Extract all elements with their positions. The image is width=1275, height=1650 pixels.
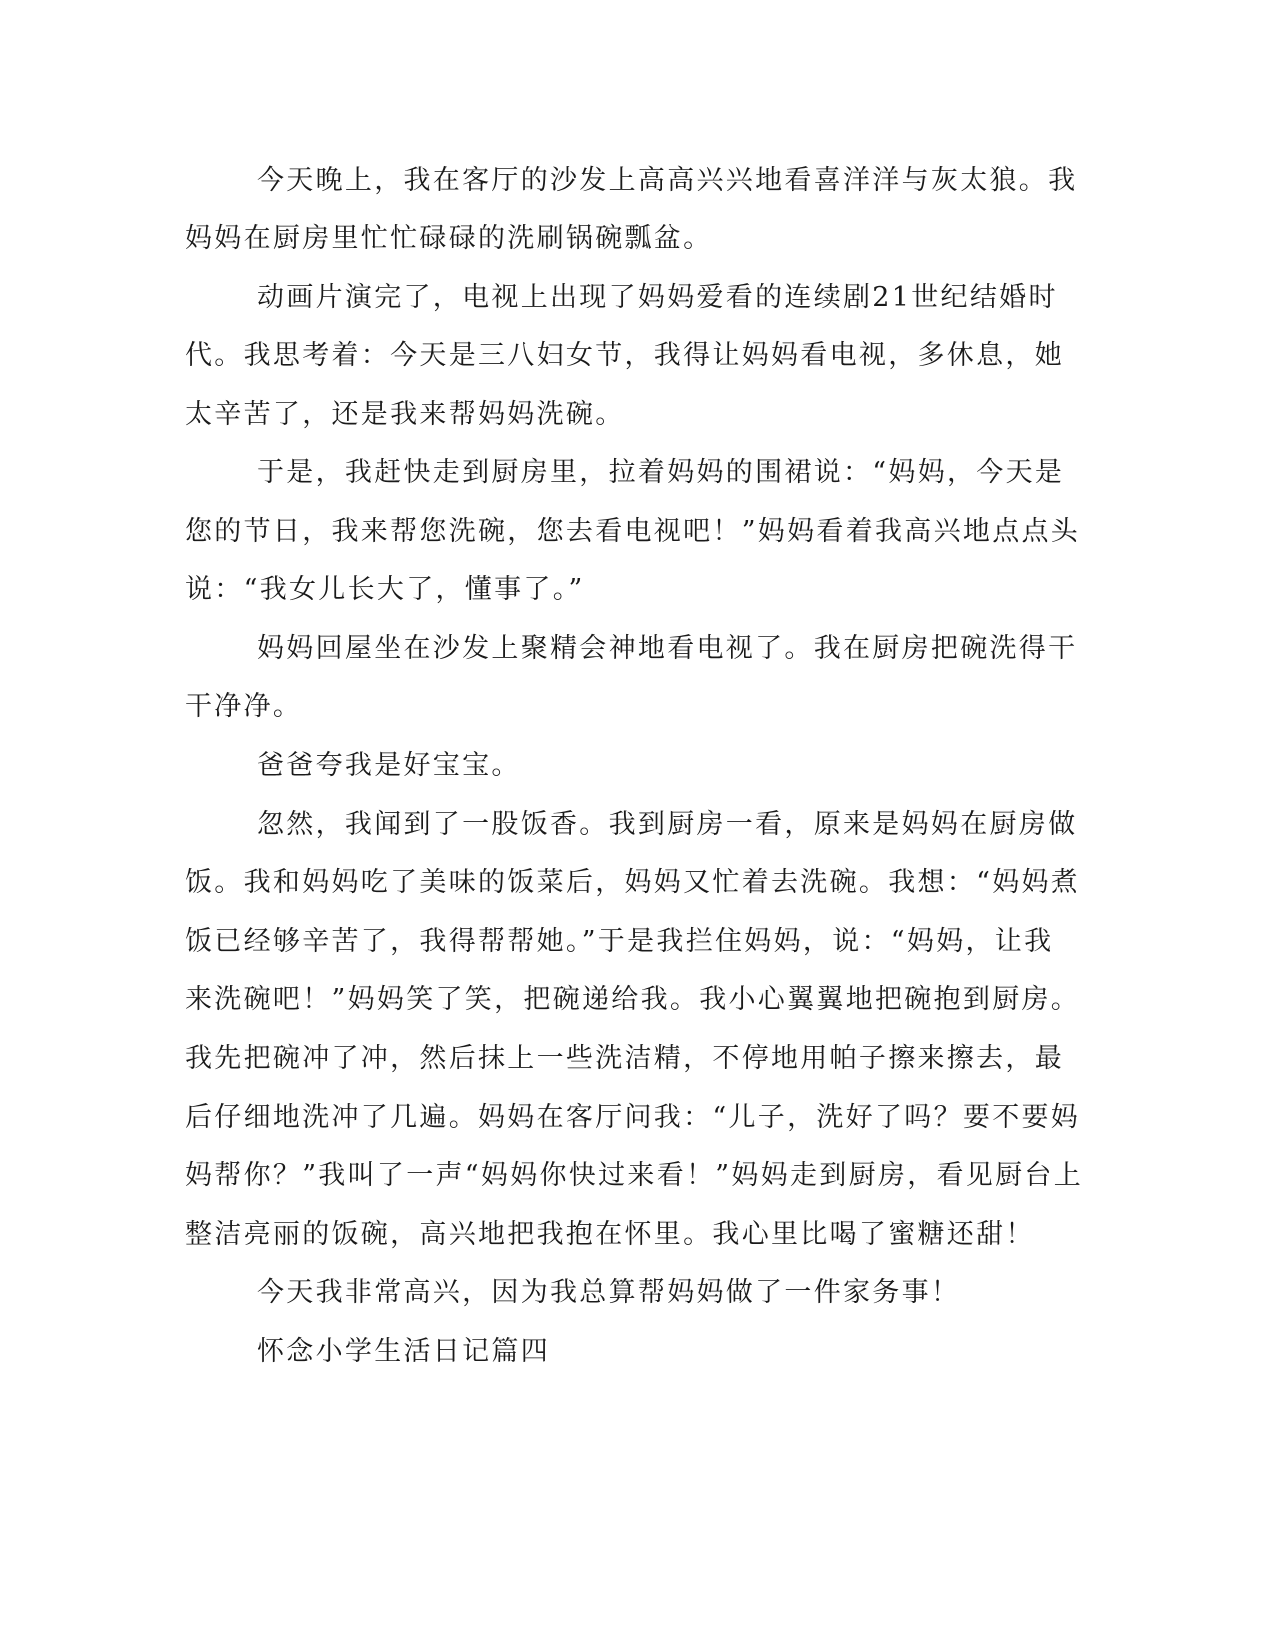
text-line: 您的节日，我来帮您洗碗，您去看电视吧！”妈妈看着我高兴地点点头 bbox=[185, 516, 1081, 547]
text-line: 妈帮你？”我叫了一声“妈妈你快过来看！”妈妈走到厨房，看见厨台上 bbox=[185, 1160, 1084, 1191]
text-line: 整洁亮丽的饭碗，高兴地把我抱在怀里。我心里比喝了蜜糖还甜！ bbox=[185, 1219, 1035, 1250]
text-line: 动画片演完了，电视上出现了妈妈爱看的连续剧21世纪结婚时 bbox=[257, 282, 1058, 313]
text-line: 饭已经够辛苦了，我得帮帮她。”于是我拦住妈妈，说：“妈妈，让我 bbox=[185, 926, 1054, 957]
text-line: 代。我思考着：今天是三八妇女节，我得让妈妈看电视，多休息，她 bbox=[185, 340, 1064, 371]
section-heading: 怀念小学生活日记篇四 bbox=[257, 1336, 550, 1367]
text-line: 后仔细地洗冲了几遍。妈妈在客厅问我：“儿子，洗好了吗？要不要妈 bbox=[185, 1102, 1081, 1133]
text-line: 来洗碗吧！”妈妈笑了笑，把碗递给我。我小心翼翼地把碗抱到厨房。 bbox=[185, 984, 1081, 1015]
text-line: 干净净。 bbox=[185, 691, 303, 722]
text-line: 于是，我赶快走到厨房里，拉着妈妈的围裙说：“妈妈，今天是 bbox=[257, 457, 1065, 488]
text-line: 饭。我和妈妈吃了美味的饭菜后，妈妈又忙着去洗碗。我想：“妈妈煮 bbox=[185, 867, 1081, 898]
text-line: 爸爸夸我是好宝宝。 bbox=[257, 750, 521, 781]
text-line: 我先把碗冲了冲，然后抹上一些洗洁精，不停地用帕子擦来擦去，最 bbox=[185, 1043, 1064, 1074]
text-line: 今天晚上，我在客厅的沙发上高高兴兴地看喜洋洋与灰太狼。我 bbox=[257, 165, 1078, 196]
text-line: 太辛苦了，还是我来帮妈妈洗碗。 bbox=[185, 399, 625, 430]
text-line: 今天我非常高兴，因为我总算帮妈妈做了一件家务事！ bbox=[257, 1277, 961, 1308]
text-line: 妈妈在厨房里忙忙碌碌的洗刷锅碗瓢盆。 bbox=[185, 223, 713, 254]
text-line: 说：“我女儿长大了，懂事了。” bbox=[185, 574, 585, 605]
text-line: 妈妈回屋坐在沙发上聚精会神地看电视了。我在厨房把碗洗得干 bbox=[257, 633, 1078, 664]
text-line: 忽然，我闻到了一股饭香。我到厨房一看，原来是妈妈在厨房做 bbox=[257, 809, 1078, 840]
